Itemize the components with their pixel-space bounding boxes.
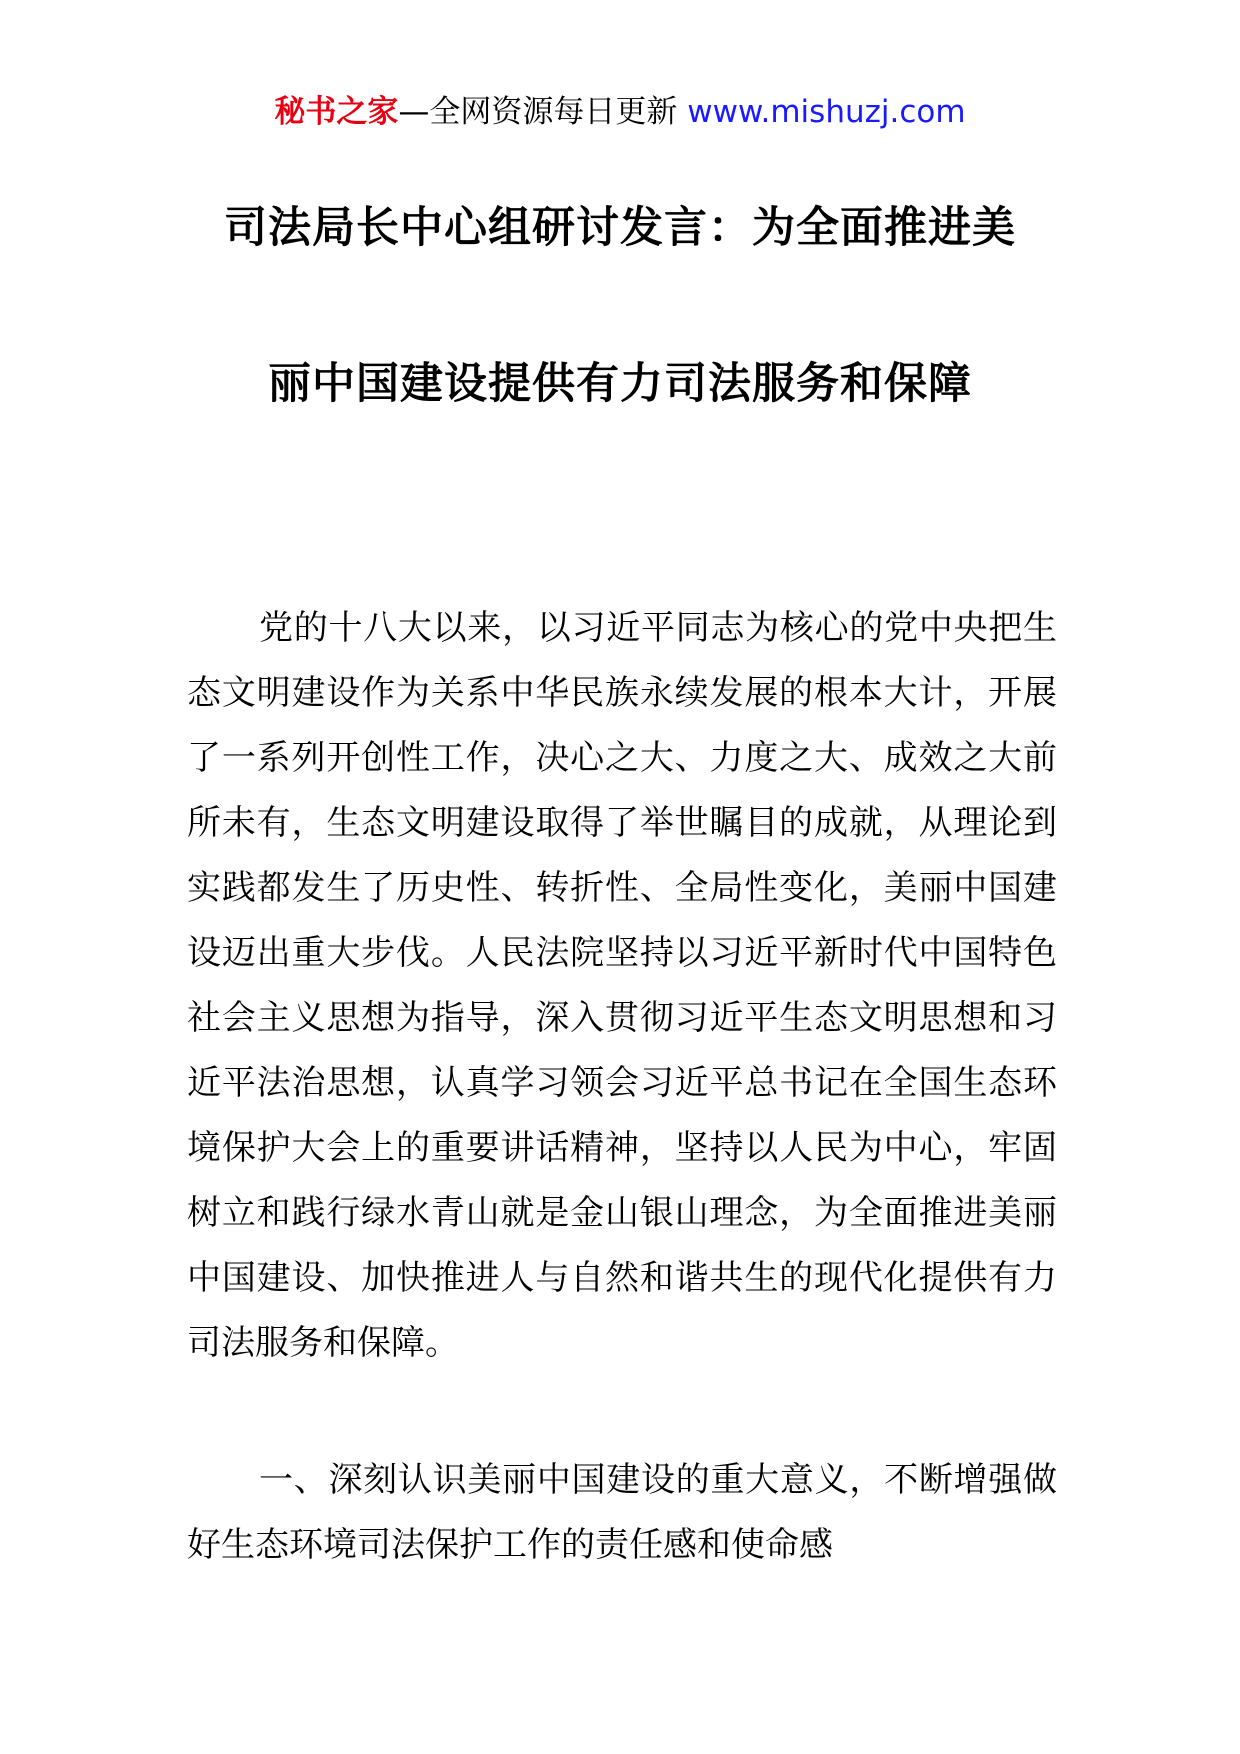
document-title-line-2: 丽中国建设提供有力司法服务和保障 [268, 359, 972, 409]
site-url-link[interactable]: www.mishuzj.com [687, 94, 966, 130]
section-heading-1: 一、深刻认识美丽中国建设的重大意义，不断增强做好生态环境司法保护工作的责任感和使命感 [187, 1460, 1057, 1565]
site-brand: 秘书之家 [274, 94, 399, 130]
intro-paragraph: 党的十八大以来，以习近平同志为核心的党中央把生态文明建设作为关系中华民族永续发展的根本大计，开展了一系列开创性工作，决心之大、力度之大、成效之大前所未有，生态文明建设取得了举世瞩目的成就，从理论到实践都发生了历史性、转折性、全局性变化，美丽中国建设迈出重大步伐。人民法院坚持以习近平新时代中国特色社会主义思想为指导，深入贯彻习近平生态文明思想和习近平法治思想，认真学习领会习近平总书记在全国生态环境保护大会上的重要讲话精神，坚持以人民为中心，牢固树立和践行绿水青山就是金山银山理念，为全面推进美丽中国建设、加快推进人与自然和谐共生的现代化提供有力司法服务和保障。 [187, 608, 1057, 1363]
site-header [0, 92, 1240, 132]
document-title-line-1: 司法局长中心组研讨发言：为全面推进美 [224, 203, 1016, 253]
site-tagline: —全网资源每日更新 [398, 94, 688, 130]
